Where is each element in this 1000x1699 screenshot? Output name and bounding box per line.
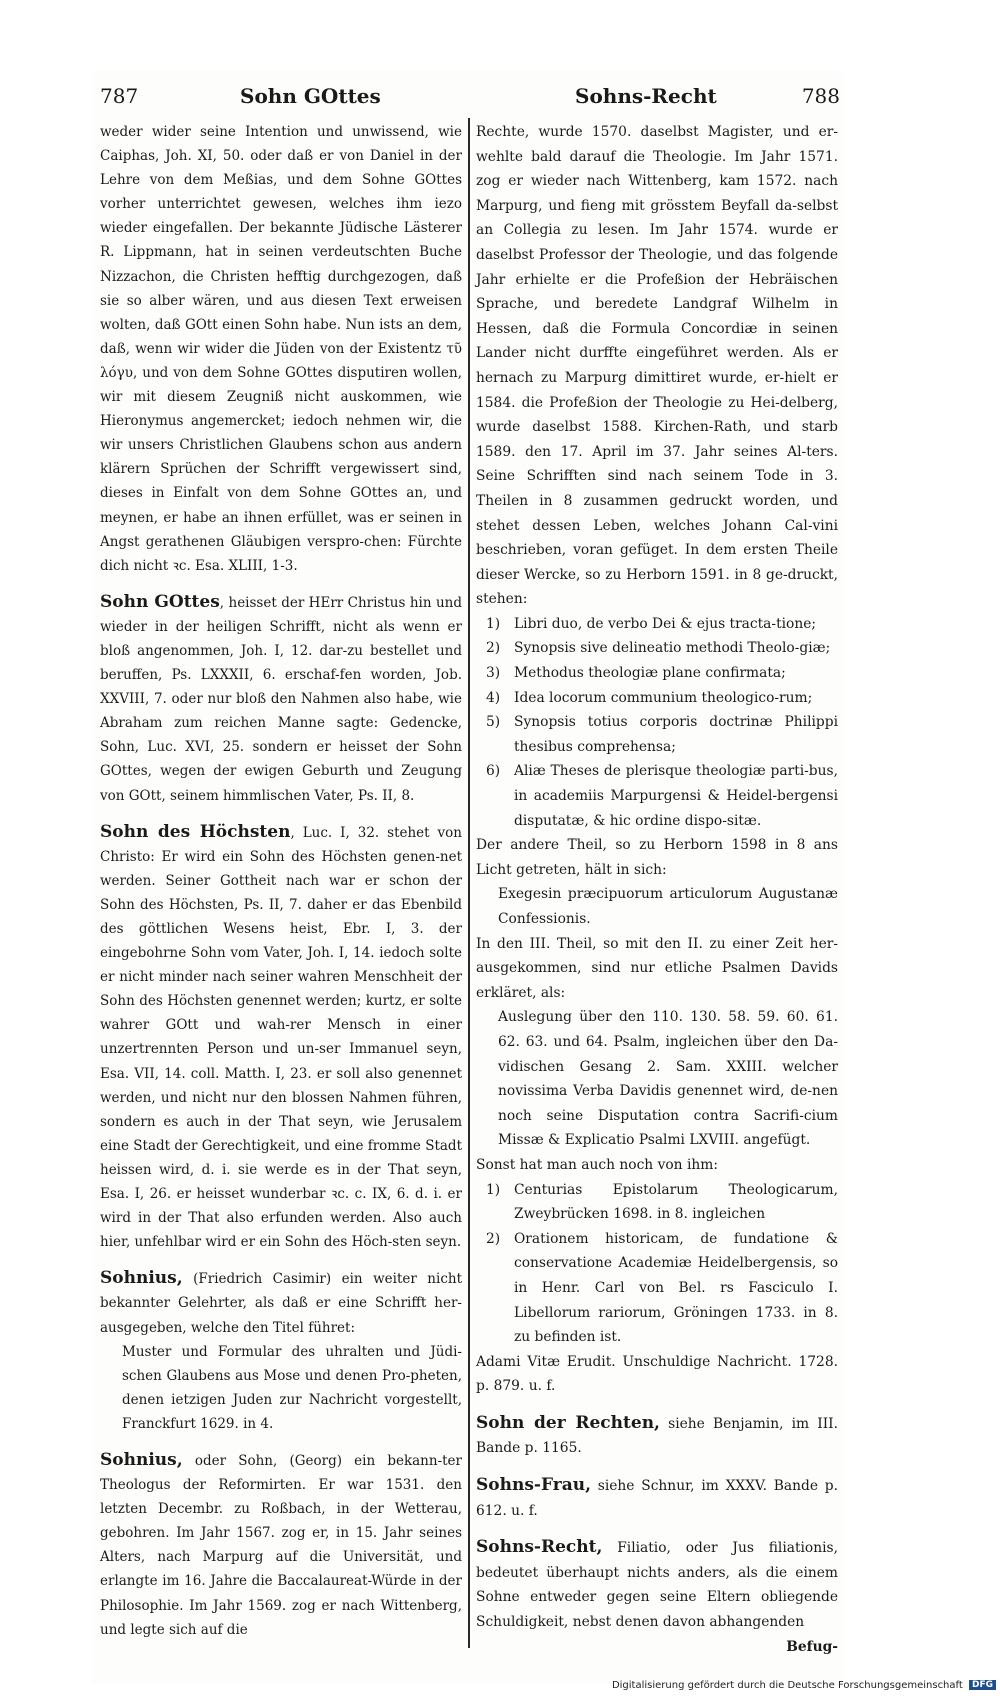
right-column xyxy=(476,120,838,1659)
list-number: 6) xyxy=(486,763,501,780)
entry-headword: Sohn des Höchsten xyxy=(100,821,291,842)
entry-headword: Sohnius, xyxy=(100,1268,183,1289)
paragraph: weder wider seine Intention und unwissend, wie Caiphas, Joh. XI, 50. oder daß er von Daniel in der Lehre von dem Meßias, und dem Sohne GOttes vorher unterrichtet gewesen, welches ihm iezo wieder eingefallen. Der bekannte Jüdische Lästerer R. Lippmann, hat in seinen verdeutschten Buche Nizzachon, die Christen hefftig durchgezogen, daß sie so alber wären, und aus diesen Text erweisen wolten, daß GOtt einen Sohn habe. Nun ists an dem, daß, wenn wir wider die Jüden von der Existentz τῦ λόγυ, und von dem Sohne GOttes disputiren wollen, wir mit diesem Zeugniß nicht auskommen, wie Hieronymus angemercket; iedoch nehmen wir, die wir unsers Christlichen Glaubens schon aus andern klärern Sprüchen der Schrifft vergewissert sind, dieses in Einfalt von dem Sohne GOttes an, und meynen, er habe an ihnen erfüllet, was er seinen in Angst gerathenen Gläubigen verspro-chen: Fürchte dich nicht ꝛc. Esa. XLIII, 1-3. xyxy=(100,124,462,574)
list-number: 1) xyxy=(486,615,501,632)
list-item xyxy=(476,759,838,833)
footer xyxy=(0,1680,996,1696)
list-text: Aliæ Theses de plerisque theologiæ parti-bus, in academiis Marpurgensi & Heidel-bergensi disputatæ, & hic ordine dispo-sitæ. xyxy=(514,763,838,829)
paragraph: Der andere Theil, so zu Herborn 1598 in 8 ans Licht getreten, hält in sich: xyxy=(476,837,838,878)
paragraph: Sonst hat man auch noch von ihm: xyxy=(476,1156,718,1173)
list-item xyxy=(476,1227,838,1350)
page-number-right: 788 xyxy=(801,84,840,108)
list-item: Auslegung über den 110. 130. 58. 59. 60. 61. 62. 63. und 64. Psalm, ingleichen über den Da-vidischen Gesang 2. Sam. XXIII. welcher novissima Verba Davidis genennet wird, de-nen noch seine Disputation contra Sacrifi-cium Missæ & Explicatio Psalmi LXVIII. angefügt. xyxy=(498,1009,838,1149)
list-number: 3) xyxy=(486,665,501,682)
list-number: 2) xyxy=(486,1230,501,1247)
entry-headword: Sohn der Rechten, xyxy=(476,1412,660,1433)
catchword: Befug- xyxy=(786,1638,838,1655)
dictionary-entry xyxy=(476,1411,838,1461)
list-item: Exegesin præcipuorum articulorum Augustanæ Confessionis. xyxy=(498,886,838,927)
works-list xyxy=(476,612,838,833)
list-item xyxy=(476,661,838,686)
running-title-left: Sohn GOttes xyxy=(240,84,381,108)
list-text: Idea locorum communium theologico-rum; xyxy=(514,689,813,706)
entry-text: , heisset der HErr Christus hin und wieder in der heiligen Schrifft, nicht als wenn er bloß angenommen, Joh. I, 12. dar-zu bestellet und beruffen, Ps. LXXXII, 6. erschaf-fen worden, Job. XXVIII, 7. oder nur bloß den Nahmen also habe, wie Abraham zum reichen Manne sagte: Gedencke, Sohn, Luc. XVI, 25. sondern er heisset der Sohn GOttes, wegen der ewigen Geburth und Zeugung von GOtt, seinem himmlischen Vater, Ps. II, 8. xyxy=(100,594,462,804)
book-title: Muster und Formular des uhralten und Jüdi-schen Glaubens aus Mose und denen Pro-pheten, denen ietzigen Juden zur Nachricht vorgestellt, Franckfurt 1629. in 4. xyxy=(122,1343,462,1432)
list-text: Synopsis totius corporis doctrinæ Philippi thesibus comprehensa; xyxy=(514,714,838,755)
entry-text: , Luc. I, 32. stehet von Christo: Er wird ein Sohn des Höchsten genen-net werden. Seiner Gottheit nach war er schon der Sohn des Höchsten, Ps. II, 7. daher er das Ebenbild des göttlichen Wesens heist, Ebr. I, 3. der eingebohrne Sohn vom Vater, Joh. I, 14. iedoch solte er nicht minder nach seiner wahren Menschheit der Sohn des Höchsten genennet werden; kurtz, er solte wahrer GOtt und wah-rer Mensch in einer unzertrennten Person und un-ser Immanuel seyn, Esa. VII, 14. coll. Matth. I, 23. er soll also genennet werden, und nicht nur den blossen Nahmen führen, sondern es auch in der That seyn, wie Jerusalem eine Stadt der Gerechtigkeit, und eine fromme Stadt heissen wird, d. i. sie werde es in der That seyn, Esa. I, 26. er heisset wunderbar ꝛc. c. IX, 6. d. i. er wird in der That also erfunden werden. Also auch hier, unfehlbar wird er ein Sohn des Höch-sten seyn. xyxy=(100,824,462,1251)
list-number: 5) xyxy=(486,714,501,731)
entry-text: Filiatio, oder Jus filiationis, bedeutet überhaupt nichts anders, als die einem Sohne entweder gegen seine Eltern obliegende Schuldigkeit, nebst denen davon abhangenden xyxy=(476,1540,838,1631)
list-text: Centurias Epistolarum Theologicarum, Zweybrücken 1698. in 8. ingleichen xyxy=(514,1181,838,1223)
list-item xyxy=(476,710,838,759)
entry-text: oder Sohn, (Georg) ein bekann-ter Theologus der Reformirten. Er war 1531. den letzten Decembr. zu Roßbach, in der Wetterau, gebohren. Im Jahr 1567. zog er, in 15. Jahr seines Alters, nach Marpurg auf die Universität, und erlangte im 16. Jahre die Baccalaureat-Würde in der Philosophie. Im Jahr 1569. zog er nach Wittenberg, und legte sich auf die xyxy=(100,1452,462,1638)
list-item xyxy=(476,612,838,637)
list-number: 4) xyxy=(486,689,501,706)
entry-headword: Sohns-Recht, xyxy=(476,1537,603,1558)
list-item xyxy=(476,636,838,661)
reference: Adami Vitæ Erudit. Unschuldige Nachricht. 1728. p. 879. u. f. xyxy=(476,1353,838,1395)
dictionary-entry xyxy=(100,1448,462,1642)
paragraph: In den III. Theil, so mit den II. zu einer Zeit her-ausgekommen, sind nur etliche Psalmen Davids erkläret, als: xyxy=(476,935,838,1001)
dfg-logo-icon: DFG xyxy=(969,1680,996,1690)
dictionary-entry xyxy=(100,1266,462,1339)
list-item xyxy=(476,686,838,711)
list-text: Libri duo, de verbo Dei & ejus tracta-tione; xyxy=(514,615,817,632)
dictionary-entry xyxy=(476,1535,838,1634)
list-text: Orationem historicam, de fundatione & conservatione Academiæ Heidelbergensis, so in Henr. Carl von Bel. rs Fasciculo I. Libellorum rariorum, Gröningen 1733. in 8. zu befinden ist. xyxy=(514,1230,838,1346)
list-number: 2) xyxy=(486,640,501,657)
funding-note: Digitalisierung gefördert durch die Deutsche Forschungsgemeinschaft xyxy=(611,1680,963,1691)
dictionary-entry xyxy=(476,1473,838,1523)
page-number-left: 787 xyxy=(100,84,139,108)
left-column xyxy=(100,120,462,1642)
dictionary-entry xyxy=(100,820,462,1255)
works-list xyxy=(476,1178,838,1350)
list-text: Methodus theologiæ plane confirmata; xyxy=(514,665,786,682)
running-title-right: Sohns-Recht xyxy=(575,84,717,108)
list-number: 1) xyxy=(486,1181,501,1198)
column-divider xyxy=(468,118,470,1648)
list-text: Synopsis sive delineatio methodi Theolo-giæ; xyxy=(514,640,831,657)
page-header xyxy=(100,84,840,120)
entry-headword: Sohnius, xyxy=(100,1449,183,1470)
entry-headword: Sohn GOttes xyxy=(100,591,220,612)
entry-text: siehe Benjamin, im III. Bande p. 1165. xyxy=(476,1415,838,1457)
paragraph: Rechte, wurde 1570. daselbst Magister, und er-wehlte bald darauf die Theologie. Im Jahr 1571. zog er wieder nach Wittenberg, kam 1572. nach Marpurg, und fieng mit grösstem Beyfall da-selbst an Collegia zu lesen. Im Jahr 1574. wurde er daselbst Professor der Theologie, und das folgende Jahr erhielte er die Profeßion der Hebräischen Sprache, und beredete Landgraf Wilhelm in Hessen, daß die Formula Concordiæ in seinen Lander nicht durffte eingeführet werden. Als er hernach zu Marpurg dimittiret wurde, er-hielt er 1584. die Profeßion der Theologie zu Hei-delberg, wurde daselbst 1588. Kirchen-Rath, und starb 1589. den 17. April im 37. Jahr seines Al-ters. Seine Schrifften sind nach seinem Tode in 3. Theilen in 8 zusammen gedruckt worden, und stehet dessen Leben, welches Johann Cal-vini beschrieben, voran gefüget. In dem ersten Theile dieser Wercke, so zu Herborn 1591. in 8 ge-druckt, stehen: xyxy=(476,124,838,608)
entry-text: siehe Schnur, im XXXV. Bande p. 612. u. f. xyxy=(476,1478,838,1519)
entry-headword: Sohns-Frau, xyxy=(476,1475,591,1496)
entry-text: (Friedrich Casimir) ein weiter nicht bekannter Gelehrter, als daß er eine Schrifft her-ausgegeben, welche den Titel führet: xyxy=(100,1271,462,1336)
list-item xyxy=(476,1178,838,1227)
dictionary-entry xyxy=(100,590,462,808)
